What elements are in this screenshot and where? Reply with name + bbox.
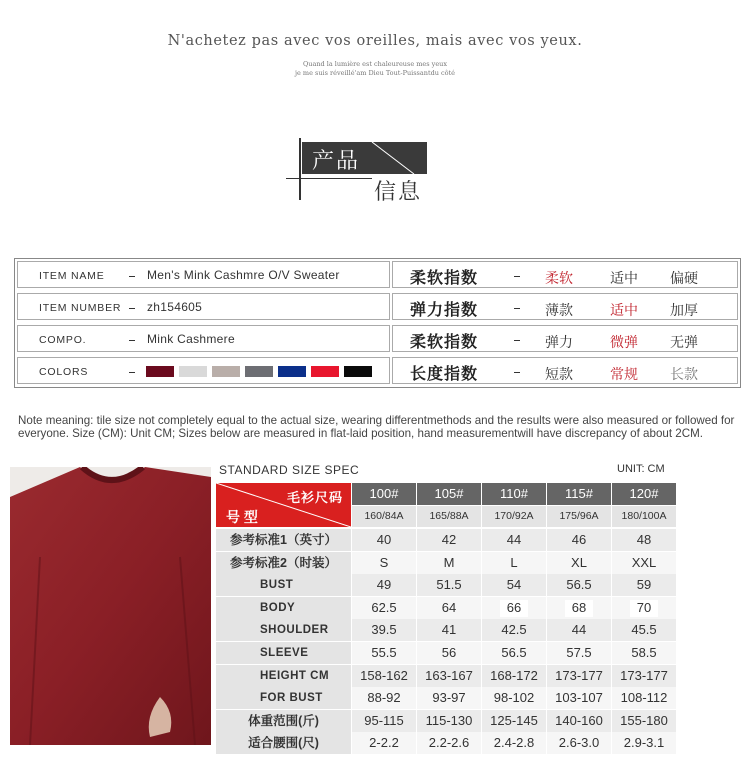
size-header: 110# bbox=[482, 483, 546, 505]
divider-dash bbox=[514, 276, 520, 277]
size-cell: 158-162 bbox=[352, 665, 416, 687]
size-cell: 39.5 bbox=[352, 619, 416, 641]
color-swatch-light-gray[interactable] bbox=[179, 366, 207, 377]
size-cell: 140-160 bbox=[547, 710, 611, 732]
color-swatch-navy[interactable] bbox=[278, 366, 306, 377]
info-cell bbox=[17, 325, 390, 352]
attr-option: 无弹 bbox=[670, 334, 698, 350]
size-cell: 40 bbox=[352, 529, 416, 551]
product-info-table bbox=[14, 258, 741, 388]
size-cell: 2.6-3.0 bbox=[547, 732, 611, 754]
size-cell: 41 bbox=[417, 619, 481, 641]
size-row-label: BUST bbox=[216, 574, 351, 596]
color-swatch-black[interactable] bbox=[344, 366, 372, 377]
info-row-item-number bbox=[15, 291, 740, 322]
attr-title: 弹力指数 bbox=[410, 302, 479, 319]
size-cell: S bbox=[352, 552, 416, 574]
fit-header: 165/88A bbox=[417, 506, 481, 527]
size-cell: 59 bbox=[612, 574, 676, 596]
info-value: Men's Mink Cashmre O/V Sweater bbox=[147, 268, 340, 282]
size-cell: 108-112 bbox=[612, 687, 676, 709]
tagline-sub-2: je me suis réveillé'am Dieu Tout-Puissantdu côté bbox=[295, 69, 455, 77]
size-cell: 48 bbox=[612, 529, 676, 551]
fit-header: 170/92A bbox=[482, 506, 546, 527]
size-cell: 173-177 bbox=[612, 665, 676, 687]
size-header: 100# bbox=[352, 483, 416, 505]
size-cell: 2-2.2 bbox=[352, 732, 416, 754]
size-cell: 163-167 bbox=[417, 665, 481, 687]
size-header: 115# bbox=[547, 483, 611, 505]
size-cell: 56 bbox=[417, 642, 481, 664]
divider-dash bbox=[514, 372, 520, 373]
size-cell: 49 bbox=[352, 574, 416, 596]
attr-option: 弹力 bbox=[545, 334, 573, 350]
size-cell: 45.5 bbox=[612, 619, 676, 641]
size-header: 120# bbox=[612, 483, 676, 505]
attr-cell-stretch bbox=[392, 325, 738, 352]
size-cell: 66 bbox=[482, 597, 546, 619]
size-cell: 57.5 bbox=[547, 642, 611, 664]
size-cell: 46 bbox=[547, 529, 611, 551]
size-cell: 98-102 bbox=[482, 687, 546, 709]
title-divider-vertical bbox=[299, 138, 301, 200]
size-row-label: 适合腰围(尺) bbox=[216, 732, 351, 754]
size-cell: 55.5 bbox=[352, 642, 416, 664]
size-cell: 95-115 bbox=[352, 710, 416, 732]
size-cell: 115-130 bbox=[417, 710, 481, 732]
info-label: COLORS bbox=[39, 366, 89, 378]
size-cell: 56.5 bbox=[547, 574, 611, 596]
info-row-item-name bbox=[15, 259, 740, 290]
attr-option-selected: 常规 bbox=[610, 366, 638, 382]
size-row-label: BODY bbox=[216, 597, 351, 619]
divider-dash bbox=[514, 340, 520, 341]
size-row-label: FOR BUST bbox=[216, 687, 351, 709]
info-label: ITEM NAME bbox=[39, 270, 105, 282]
attr-option: 适中 bbox=[610, 270, 638, 286]
attr-option-selected: 柔软 bbox=[545, 270, 573, 286]
size-note: Note meaning: tile size not completely equal to the actual size, wearing differentmethods and the results were also measured or followed for everyone. Size (CM): Unit CM; Sizes below are measured in flat-laid position, hand measurementwill have discrepancy of about 2CM. bbox=[18, 414, 735, 441]
color-swatch-taupe[interactable] bbox=[212, 366, 240, 377]
size-row-label: SHOULDER bbox=[216, 619, 351, 641]
size-cell: 2.2-2.6 bbox=[417, 732, 481, 754]
size-cell: 2.9-3.1 bbox=[612, 732, 676, 754]
size-cell: 155-180 bbox=[612, 710, 676, 732]
attr-option: 偏硬 bbox=[670, 270, 698, 286]
size-cell: 56.5 bbox=[482, 642, 546, 664]
info-cell bbox=[17, 357, 390, 384]
attr-cell-elasticity bbox=[392, 293, 738, 320]
size-cell: 44 bbox=[547, 619, 611, 641]
size-cell: 2.4-2.8 bbox=[482, 732, 546, 754]
size-cell: 88-92 bbox=[352, 687, 416, 709]
size-row-label: SLEEVE bbox=[216, 642, 351, 664]
size-header: 105# bbox=[417, 483, 481, 505]
attr-option: 长款 bbox=[670, 366, 698, 382]
size-cell: 62.5 bbox=[352, 597, 416, 619]
size-cell: 70 bbox=[612, 597, 676, 619]
size-cell: 44 bbox=[482, 529, 546, 551]
color-swatch-red[interactable] bbox=[311, 366, 339, 377]
size-cell: 68 bbox=[547, 597, 611, 619]
info-cell bbox=[17, 261, 390, 288]
attr-option: 薄款 bbox=[545, 302, 573, 318]
color-swatch-charcoal[interactable] bbox=[245, 366, 273, 377]
info-cell bbox=[17, 293, 390, 320]
attr-title: 柔软指数 bbox=[410, 270, 479, 287]
size-cell: 54 bbox=[482, 574, 546, 596]
sweater-image-icon bbox=[10, 467, 211, 745]
size-cell: 168-172 bbox=[482, 665, 546, 687]
size-cell: 42.5 bbox=[482, 619, 546, 641]
unit-label: UNIT: CM bbox=[617, 463, 665, 475]
attr-option: 短款 bbox=[545, 366, 573, 382]
tagline-sub-1: Quand la lumière est chaleureuse mes yeux bbox=[302, 60, 448, 68]
attr-title: 长度指数 bbox=[410, 366, 479, 383]
size-row-label: HEIGHT CM bbox=[216, 665, 351, 687]
size-cell: 58.5 bbox=[612, 642, 676, 664]
size-table-corner bbox=[216, 483, 351, 527]
section-title-line-2: 信息 bbox=[374, 180, 423, 205]
info-row-compo bbox=[15, 323, 740, 354]
divider-dash bbox=[129, 276, 135, 277]
attr-cell-length bbox=[392, 357, 738, 384]
size-row-label: 体重范围(斤) bbox=[216, 710, 351, 732]
attr-option-selected: 适中 bbox=[610, 302, 638, 318]
size-row-label: 参考标准2（时装） bbox=[216, 552, 351, 574]
corner-label-bottom: 号 型 bbox=[226, 509, 258, 525]
size-cell: M bbox=[417, 552, 481, 574]
size-cell: 103-107 bbox=[547, 687, 611, 709]
fit-header: 175/96A bbox=[547, 506, 611, 527]
tagline: N'achetez pas avec vos oreilles, mais avec vos yeux. bbox=[167, 33, 583, 49]
size-cell: 125-145 bbox=[482, 710, 546, 732]
size-cell: 42 bbox=[417, 529, 481, 551]
info-row-colors bbox=[15, 355, 740, 386]
size-cell: 93-97 bbox=[417, 687, 481, 709]
size-spec-title: STANDARD SIZE SPEC bbox=[219, 463, 360, 477]
attr-option-selected: 微弹 bbox=[610, 334, 638, 350]
divider-dash bbox=[514, 308, 520, 309]
product-photo bbox=[10, 467, 211, 745]
section-title-line-1: 产品 bbox=[312, 149, 361, 174]
corner-label-top: 毛衫尺码 bbox=[286, 490, 343, 505]
divider-dash bbox=[129, 340, 135, 341]
size-cell: 64 bbox=[417, 597, 481, 619]
attr-option: 加厚 bbox=[670, 302, 698, 318]
size-cell: 51.5 bbox=[417, 574, 481, 596]
size-row-label: 参考标准1（英寸） bbox=[216, 529, 351, 551]
size-cell: 173-177 bbox=[547, 665, 611, 687]
color-swatch-burgundy[interactable] bbox=[146, 366, 174, 377]
attr-cell-softness bbox=[392, 261, 738, 288]
size-cell: XL bbox=[547, 552, 611, 574]
info-value: Mink Cashmere bbox=[147, 332, 235, 346]
title-divider-horizontal bbox=[286, 178, 372, 179]
size-cell: XXL bbox=[612, 552, 676, 574]
info-label: COMPO. bbox=[39, 334, 87, 346]
attr-title: 柔软指数 bbox=[410, 334, 479, 351]
info-value: zh154605 bbox=[147, 300, 203, 314]
divider-dash bbox=[129, 308, 135, 309]
fit-header: 160/84A bbox=[352, 506, 416, 527]
size-cell: L bbox=[482, 552, 546, 574]
info-label: ITEM NUMBER bbox=[39, 302, 122, 314]
divider-dash bbox=[129, 372, 135, 373]
fit-header: 180/100A bbox=[612, 506, 676, 527]
